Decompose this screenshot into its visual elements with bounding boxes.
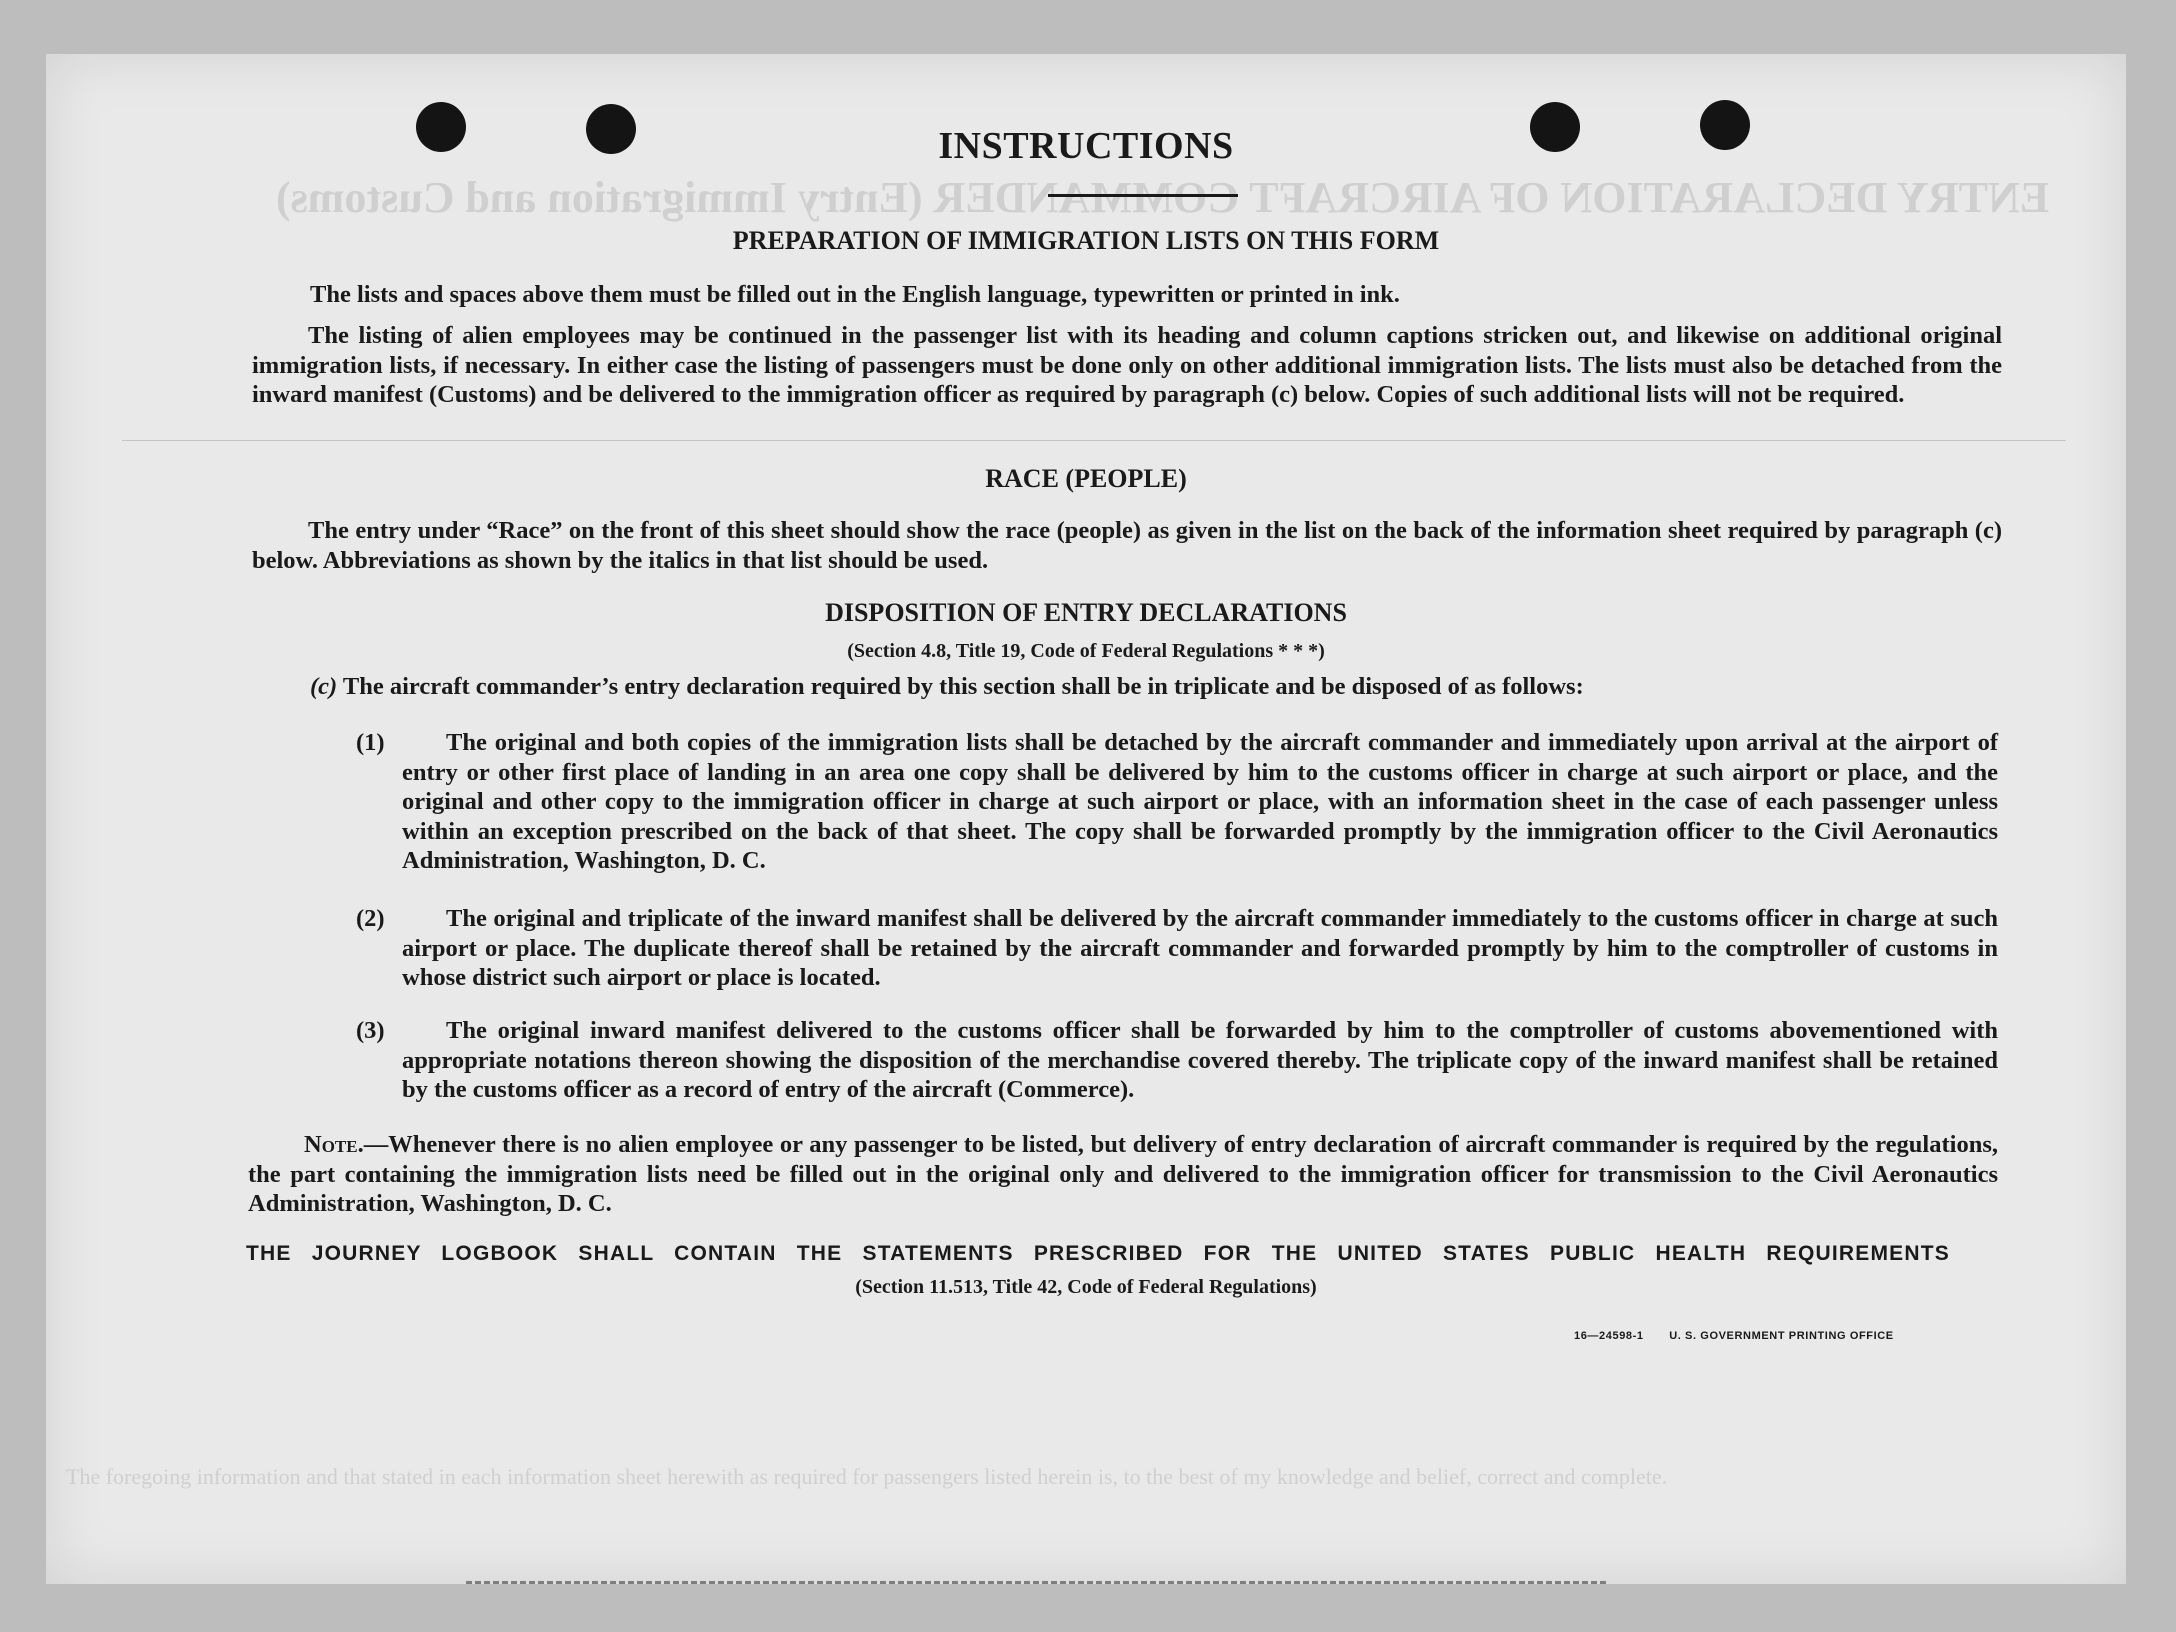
- note-label: Note.: [304, 1131, 364, 1158]
- health-requirements-citation: (Section 11.513, Title 42, Code of Federal Regulations): [855, 1276, 1317, 1298]
- reverse-side-bleed-title: ENTRY DECLARATION OF AIRCRAFT COMMANDER (Entry Immigration and Customs): [276, 173, 2050, 222]
- race-heading: RACE (PEOPLE): [985, 464, 1187, 493]
- title-underline: [1048, 194, 1238, 197]
- intro-label: (c): [310, 673, 338, 700]
- print-code: [1574, 1330, 1894, 1342]
- disposition-item-3: [356, 1016, 1998, 1105]
- item-text: The original and triplicate of the inward manifest shall be delivered by the aircraft commander immediately to the customs officer in charge at such airport or place. The duplicate thereof shall be retained by the aircraft commander and forwarded promptly by him to the comptroller of customs in whose district such airport or place is located.: [402, 905, 1998, 991]
- printer-name: U. S. GOVERNMENT PRINTING OFFICE: [1669, 1330, 1894, 1342]
- race-paragraph: The entry under “Race” on the front of this sheet should show the race (people) as given in the list on the back of the information sheet required by paragraph (c) below. Abbreviations as shown by the italics in that list should be used.: [252, 517, 2002, 574]
- disposition-intro: [310, 672, 2000, 702]
- form-number: 16—24598-1: [1574, 1330, 1644, 1342]
- disposition-item-1: [356, 728, 1998, 876]
- item-number: (3): [356, 1017, 385, 1044]
- prep-paragraph-2: The listing of alien employees may be continued in the passenger list with its heading and column captions stricken out, and likewise on additional original immigration lists, if necessary. In either case the listing of passengers must be done only on other additional immigration lists. The lists must also be detached from the inward manifest (Customs) and be delivered to the immigration officer as required by paragraph (c) below. Copies of such additional lists will not be required.: [252, 322, 2002, 408]
- prep-heading: PREPARATION OF IMMIGRATION LISTS ON THIS FORM: [732, 226, 1440, 255]
- perforation-edge: [466, 1581, 1606, 1584]
- faint-reverse-rule: [122, 440, 2066, 441]
- document-sheet: [46, 54, 2126, 1584]
- item-number: (2): [356, 905, 385, 932]
- page-title: INSTRUCTIONS: [938, 125, 1234, 167]
- disposition-citation: (Section 4.8, Title 19, Code of Federal Regulations * * *): [847, 640, 1325, 662]
- item-text: The original and both copies of the immigration lists shall be detached by the aircraft commander and immediately upon arrival at the airport of entry or other first place of landing in an area one copy shall be delivered by him to the customs officer in charge at such airport or place, and the original and other copy to the immigration officer in charge at such airport or place, with an information sheet in the case of each passenger unless within an exception prescribed on the back of that sheet. The copy shall be forwarded promptly by the immigration officer to the Civil Aeronautics Administration, Washington, D. C.: [402, 729, 1998, 874]
- intro-text: The aircraft commander’s entry declaration required by this section shall be in triplicate and be disposed of as follows:: [342, 673, 1584, 700]
- disposition-heading: DISPOSITION OF ENTRY DECLARATIONS: [825, 598, 1347, 627]
- reverse-side-bleed-text: The foregoing information and that stated in each information sheet herewith as required for passengers listed herein is, to the best of my knowledge and belief, correct and complete.: [66, 1464, 1668, 1489]
- item-number: (1): [356, 729, 385, 756]
- disposition-item-2: [356, 904, 1998, 993]
- note-text: —Whenever there is no alien employee or any passenger to be listed, but delivery of entry declaration of aircraft commander is required by the regulations, the part containing the immigration lists need be filled out in the original only and delivered to the immigration officer for transmission to the Civil Aeronautics Administration, Washington, D. C.: [248, 1131, 1998, 1217]
- prep-paragraph-1: The lists and spaces above them must be filled out in the English language, typewritten or printed in ink.: [310, 281, 1400, 308]
- note-paragraph: [248, 1130, 1998, 1219]
- health-requirements-statement: THE JOURNEY LOGBOOK SHALL CONTAIN THE STATEMENTS PRESCRIBED FOR THE UNITED STATES PUBLIC HEALTH REQUIREMENTS: [246, 1242, 1950, 1265]
- item-text: The original inward manifest delivered to the customs officer shall be forwarded by him to the comptroller of customs abovementioned with appropriate notations thereon showing the disposition of the merchandise covered thereby. The triplicate copy of the inward manifest shall be retained by the customs officer as a record of entry of the aircraft (Commerce).: [402, 1017, 1998, 1103]
